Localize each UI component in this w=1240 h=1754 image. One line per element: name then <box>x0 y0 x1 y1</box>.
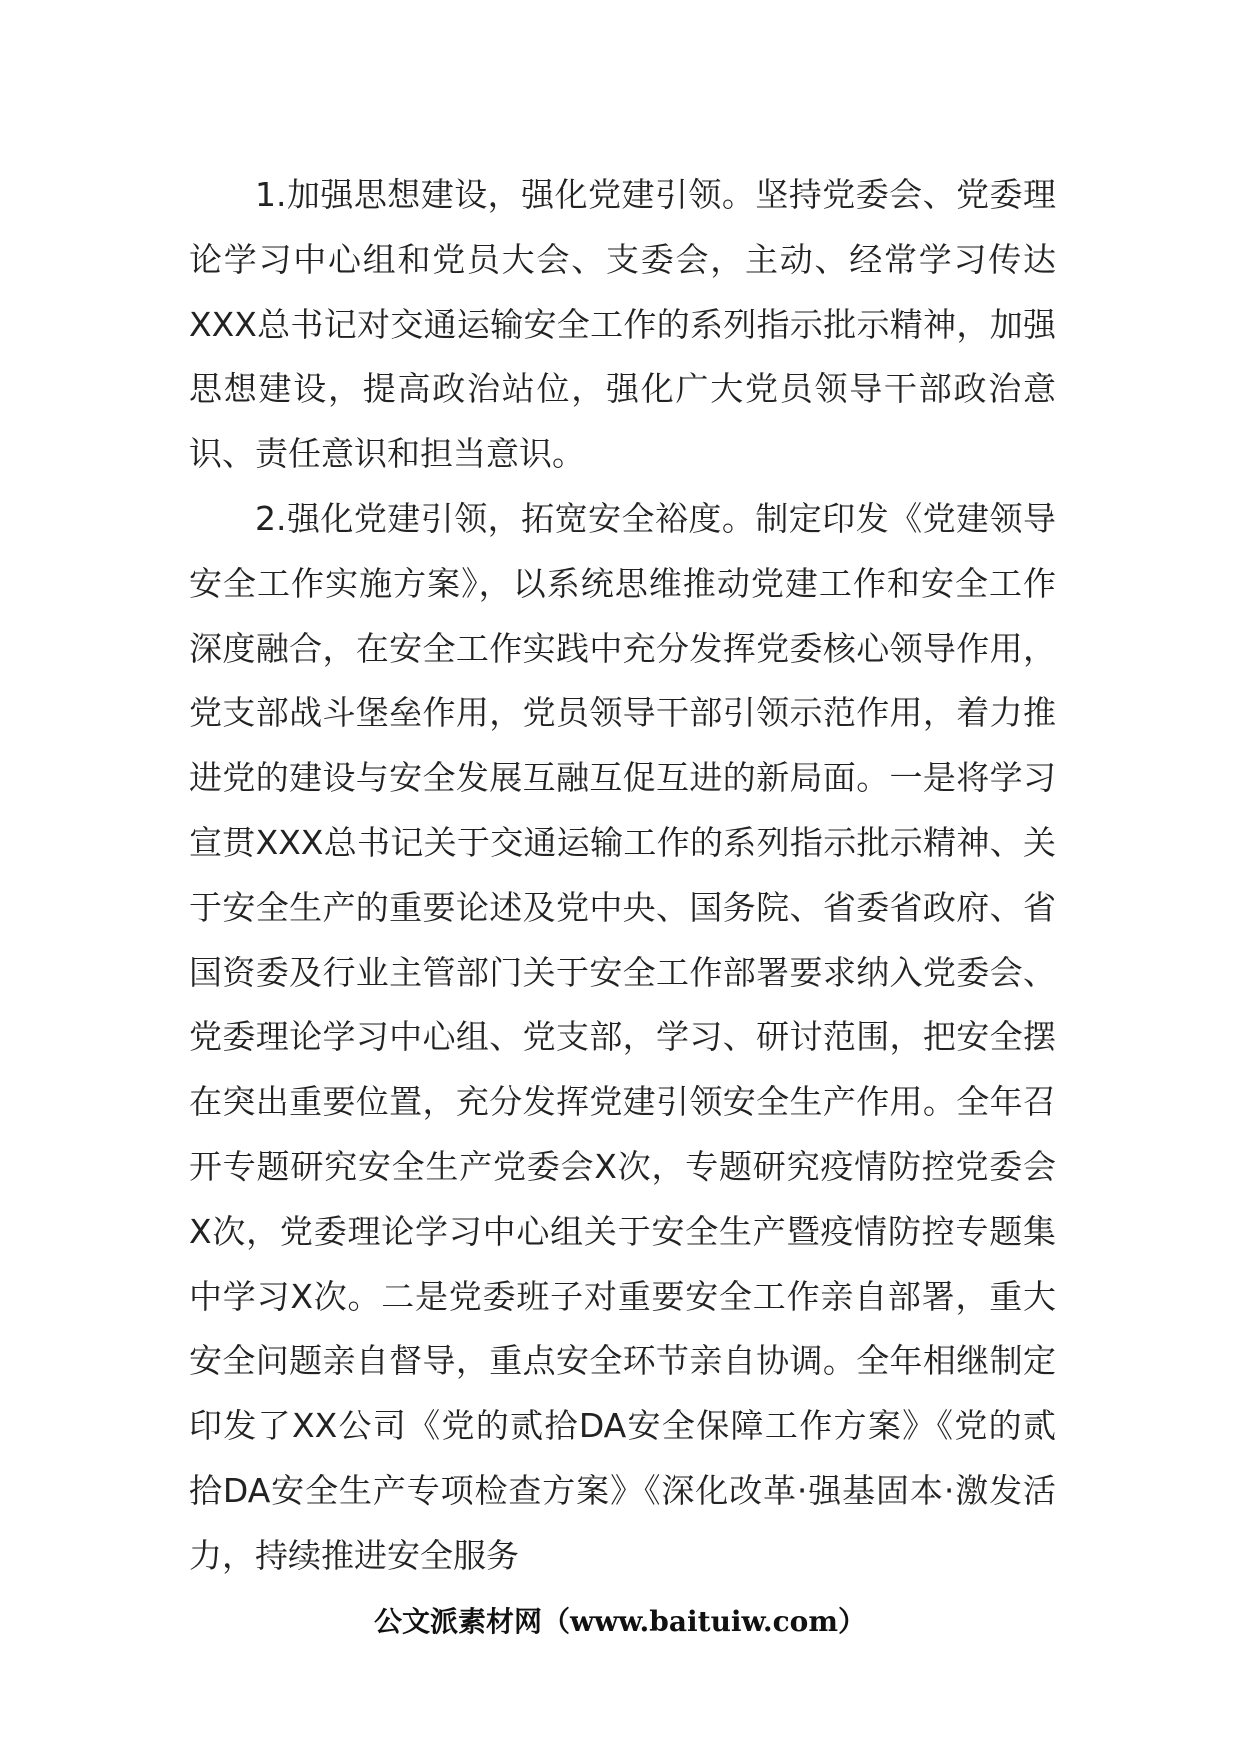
paragraph-2: 2.强化党建引领，拓宽安全裕度。制定印发《党建领导安全工作实施方案》，以系统思维推动党建工作和安全工作深度融合，在安全工作实践中充分发挥党委核心领导作用，党支部战斗堡垒作用，党员领导干部引领示范作用，着力推进党的建设与安全发展互融互促互进的新局面。一是将学习宣贯XXX总书记关于交通运输工作的系列指示批示精神、关于安全生产的重要论述及党中央、国务院、省委省政府、省国资委及行业主管部门关于安全工作部署要求纳入党委会、党委理论学习中心组、党支部，学习、研讨范围，把安全摆在突出重要位置，充分发挥党建引领安全生产作用。全年召开专题研究安全生产党委会X次，专题研究疫情防控党委会X次，党委理论学习中心组关于安全生产暨疫情防控专题集中学习X次。二是党委班子对重要安全工作亲自部署，重大安全问题亲自督导，重点安全环节亲自协调。全年相继制定印发了XX公司《党的贰拾DA安全保障工作方案》《党的贰拾DA安全生产专项检查方案》《深化改革·强基固本·激发活力，持续推进安全服务 <box>189 498 1056 1575</box>
document-body <box>189 163 1056 1589</box>
paragraph-1: 1.加强思想建设，强化党建引领。坚持党委会、党委理论学习中心组和党员大会、支委会，主动、经常学习传达XXX总书记对交通运输安全工作的系列指示批示精神，加强思想建设，提高政治站位，强化广大党员领导干部政治意识、责任意识和担当意识。 <box>189 175 1056 474</box>
footer-watermark: 公文派素材网（www.baituiw.com） <box>374 1605 866 1638</box>
